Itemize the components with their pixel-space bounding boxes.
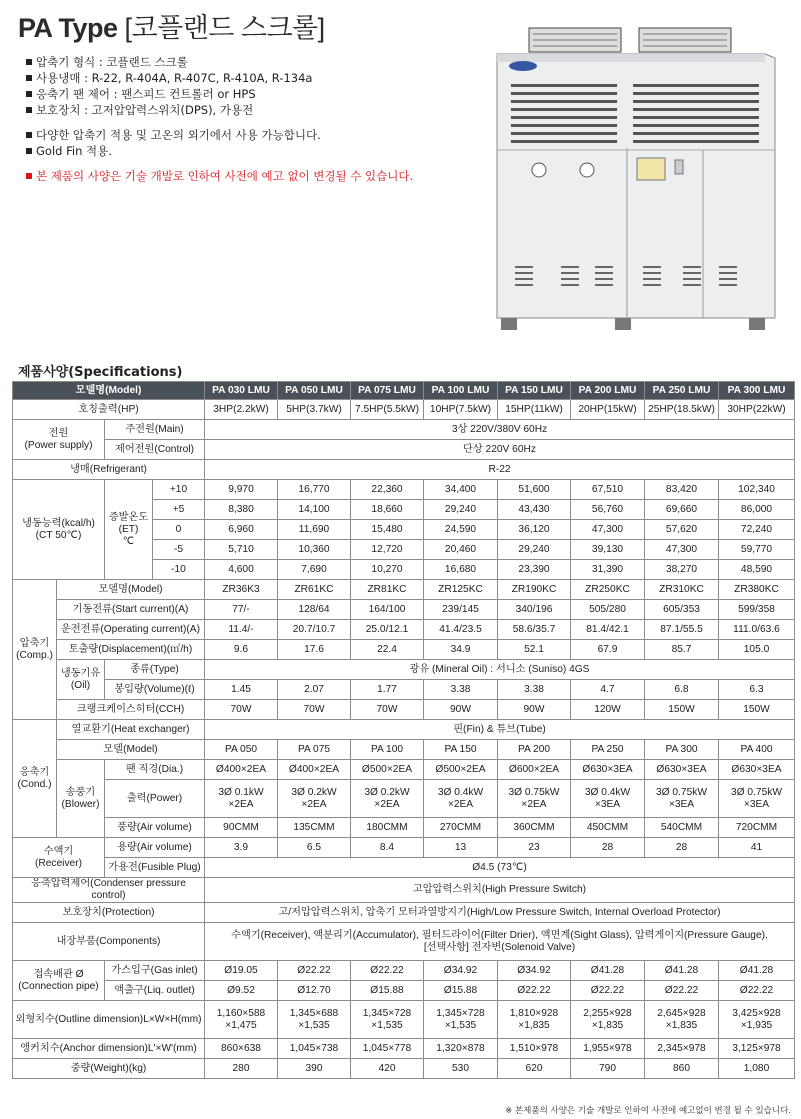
- table-cell: 15,480: [351, 520, 424, 540]
- table-cell: 고압압력스위치(High Pressure Switch): [205, 878, 795, 903]
- table-cell: 83,420: [645, 480, 719, 500]
- table-cell: 29,240: [424, 500, 498, 520]
- table-cell: 47,300: [571, 520, 645, 540]
- row-label: 제어전원(Control): [105, 440, 205, 460]
- table-cell: 72,240: [719, 520, 795, 540]
- table-row: [13, 700, 795, 720]
- row-label: 주전원(Main): [105, 420, 205, 440]
- model-header: PA 050 LMU: [278, 382, 351, 400]
- table-row: [13, 400, 795, 420]
- row-label: 호칭출력(HP): [13, 400, 205, 420]
- table-row: [13, 818, 795, 838]
- table-cell: 56,760: [571, 500, 645, 520]
- table-cell: Ø630×3EA: [645, 760, 719, 780]
- table-cell: 1,345×728 ×1,535: [351, 1001, 424, 1039]
- table-cell: Ø19.05: [205, 961, 278, 981]
- table-cell: 85.7: [645, 640, 719, 660]
- table-cell: PA 300: [645, 740, 719, 760]
- row-group: 수액기 (Receiver): [13, 838, 105, 878]
- table-row: [13, 760, 795, 780]
- table-cell: 38,270: [645, 560, 719, 580]
- table-cell: 7.5HP(5.5kW): [351, 400, 424, 420]
- table-cell: 720CMM: [719, 818, 795, 838]
- table-cell: 3Ø 0.75kW ×2EA: [498, 780, 571, 818]
- table-cell: Ø22.22: [278, 961, 351, 981]
- table-cell: 1,045×738: [278, 1039, 351, 1059]
- table-cell: 52.1: [498, 640, 571, 660]
- table-cell: PA 200: [498, 740, 571, 760]
- table-cell: 1,810×928 ×1,835: [498, 1001, 571, 1039]
- table-cell: 90CMM: [205, 818, 278, 838]
- table-cell: 111.0/63.6: [719, 620, 795, 640]
- table-cell: 4.7: [571, 680, 645, 700]
- row-label: +10: [153, 480, 205, 500]
- table-cell: Ø34.92: [424, 961, 498, 981]
- table-cell: 164/100: [351, 600, 424, 620]
- bullet-item: Gold Fin 적용.: [26, 143, 413, 159]
- table-cell: 6.8: [645, 680, 719, 700]
- table-cell: 3상 220V/380V 60Hz: [205, 420, 795, 440]
- table-row: [13, 600, 795, 620]
- table-cell: 1,160×588 ×1,475: [205, 1001, 278, 1039]
- table-row: [13, 838, 795, 858]
- table-cell: 25HP(18.5kW): [645, 400, 719, 420]
- table-cell: Ø41.28: [571, 961, 645, 981]
- footnote: ※ 본제품의 사양은 기술 개발로 인하여 사전에 예고없이 변경 될 수 있습니다.: [505, 1106, 791, 1116]
- table-cell: Ø22.22: [645, 981, 719, 1001]
- table-cell: 41: [719, 838, 795, 858]
- table-cell: 1,320×878: [424, 1039, 498, 1059]
- table-cell: 24,590: [424, 520, 498, 540]
- table-cell: 25.0/12.1: [351, 620, 424, 640]
- table-cell: 51,600: [498, 480, 571, 500]
- row-label: 액출구(Liq. outlet): [105, 981, 205, 1001]
- table-row: [13, 580, 795, 600]
- model-header: PA 030 LMU: [205, 382, 278, 400]
- table-cell: 69,660: [645, 500, 719, 520]
- table-cell: 505/280: [571, 600, 645, 620]
- table-cell: PA 100: [351, 740, 424, 760]
- table-cell: 280: [205, 1059, 278, 1079]
- table-cell: 8,380: [205, 500, 278, 520]
- table-cell: 34,400: [424, 480, 498, 500]
- table-row: [13, 1001, 795, 1039]
- table-row: [13, 460, 795, 480]
- table-cell: 20.7/10.7: [278, 620, 351, 640]
- table-cell: 6.3: [719, 680, 795, 700]
- table-row: [13, 1039, 795, 1059]
- row-label: -5: [153, 540, 205, 560]
- table-cell: ZR310KC: [645, 580, 719, 600]
- table-row: [13, 382, 795, 400]
- table-cell: 87.1/55.5: [645, 620, 719, 640]
- notice-text: 본 제품의 사양은 기술 개발로 인하여 사전에 예고 없이 변경될 수 있습니다.: [26, 168, 413, 184]
- row-label: 열교환기(Heat exchanger): [57, 720, 205, 740]
- table-cell: 4,600: [205, 560, 278, 580]
- table-cell: Ø22.22: [719, 981, 795, 1001]
- table-cell: 14,100: [278, 500, 351, 520]
- table-cell: Ø400×2EA: [278, 760, 351, 780]
- table-cell: 39,130: [571, 540, 645, 560]
- row-label: 운전전류(Operating current)(A): [57, 620, 205, 640]
- table-row: [13, 660, 795, 680]
- table-cell: 599/358: [719, 600, 795, 620]
- table-cell: 2,345×978: [645, 1039, 719, 1059]
- table-cell: Ø630×3EA: [719, 760, 795, 780]
- header-label: 모델명(Model): [13, 382, 205, 400]
- table-cell: 450CMM: [571, 818, 645, 838]
- table-cell: 128/64: [278, 600, 351, 620]
- table-row: [13, 440, 795, 460]
- table-cell: R-22: [205, 460, 795, 480]
- table-cell: PA 075: [278, 740, 351, 760]
- table-cell: 6,960: [205, 520, 278, 540]
- row-label: 앵커치수(Anchor dimension)L'×W'(mm): [13, 1039, 205, 1059]
- table-cell: 860: [645, 1059, 719, 1079]
- row-label: 크랭크케이스히터(CCH): [57, 700, 205, 720]
- table-cell: Ø34.92: [498, 961, 571, 981]
- row-subgroup: 송풍기 (Blower): [57, 760, 105, 838]
- row-label: 내장부품(Components): [13, 923, 205, 961]
- table-cell: 420: [351, 1059, 424, 1079]
- table-cell: 3.9: [205, 838, 278, 858]
- table-row: [13, 740, 795, 760]
- row-label: +5: [153, 500, 205, 520]
- table-cell: Ø600×2EA: [498, 760, 571, 780]
- table-cell: 9,970: [205, 480, 278, 500]
- table-cell: 70W: [205, 700, 278, 720]
- row-label: 용량(Air volume): [105, 838, 205, 858]
- table-cell: 23,390: [498, 560, 571, 580]
- table-cell: 90W: [498, 700, 571, 720]
- row-group: 접속배관 Ø (Connection pipe): [13, 961, 105, 1001]
- table-cell: 15HP(11kW): [498, 400, 571, 420]
- row-label: 보호장치(Protection): [13, 903, 205, 923]
- bullet-item: 사용냉매 : R-22, R-404A, R-407C, R-410A, R-134a: [26, 70, 413, 86]
- condensing-unit-image: [487, 18, 783, 338]
- table-cell: 70W: [278, 700, 351, 720]
- table-cell: 수액기(Receiver), 액분리기(Accumulator), 필터드라이어(Filter Drier), 액면계(Sight Glass), 압력게이지(Pressure Gauge). [선택사항] 전자변(Solenoid Valve): [205, 923, 795, 961]
- row-label: 모델명(Model): [57, 580, 205, 600]
- bullet-item: 다양한 압축기 적용 및 고온의 외기에서 사용 가능합니다.: [26, 127, 413, 143]
- table-cell: 3.38: [424, 680, 498, 700]
- table-cell: 540CMM: [645, 818, 719, 838]
- table-cell: 31,390: [571, 560, 645, 580]
- model-header: PA 100 LMU: [424, 382, 498, 400]
- table-cell: 3Ø 0.2kW ×2EA: [351, 780, 424, 818]
- row-label: 기동전류(Start current)(A): [57, 600, 205, 620]
- row-label: 응축압력제어(Condenser pressure control): [13, 878, 205, 903]
- table-cell: 860×638: [205, 1039, 278, 1059]
- table-cell: 3,425×928 ×1,935: [719, 1001, 795, 1039]
- table-cell: 86,000: [719, 500, 795, 520]
- table-cell: PA 400: [719, 740, 795, 760]
- table-cell: 1.45: [205, 680, 278, 700]
- table-cell: 11,690: [278, 520, 351, 540]
- table-row: [13, 780, 795, 818]
- table-cell: ZR81KC: [351, 580, 424, 600]
- table-cell: 단상 220V 60Hz: [205, 440, 795, 460]
- table-cell: Ø4.5 (73℃): [205, 858, 795, 878]
- table-cell: 11.4/-: [205, 620, 278, 640]
- table-cell: 23: [498, 838, 571, 858]
- row-label: 가용전(Fusible Plug): [105, 858, 205, 878]
- table-row: [13, 620, 795, 640]
- table-cell: 6.5: [278, 838, 351, 858]
- row-subgroup: 증발온도 (ET) ℃: [105, 480, 153, 580]
- row-label: 봉입량(Volume)(ℓ): [105, 680, 205, 700]
- row-label: 중량(Weight)(kg): [13, 1059, 205, 1079]
- table-cell: 3Ø 0.75kW ×3EA: [645, 780, 719, 818]
- spec-table: [12, 381, 795, 1079]
- table-cell: 30HP(22kW): [719, 400, 795, 420]
- table-cell: ZR125KC: [424, 580, 498, 600]
- table-cell: 2,645×928 ×1,835: [645, 1001, 719, 1039]
- table-cell: ZR61KC: [278, 580, 351, 600]
- table-cell: 17.6: [278, 640, 351, 660]
- table-cell: 180CMM: [351, 818, 424, 838]
- table-cell: 16,770: [278, 480, 351, 500]
- table-cell: 3Ø 0.2kW ×2EA: [278, 780, 351, 818]
- table-row: [13, 858, 795, 878]
- spec-section-title: 제품사양(Specifications): [18, 365, 183, 380]
- table-cell: 22.4: [351, 640, 424, 660]
- table-row: [13, 680, 795, 700]
- table-cell: Ø41.28: [719, 961, 795, 981]
- table-cell: Ø15.88: [424, 981, 498, 1001]
- table-cell: 9.6: [205, 640, 278, 660]
- table-cell: 28: [571, 838, 645, 858]
- row-subgroup: 냉동기유 (Oil): [57, 660, 105, 700]
- row-label: 토출량(Displacement)(㎥/h): [57, 640, 205, 660]
- table-cell: 3,125×978: [719, 1039, 795, 1059]
- table-cell: 48,590: [719, 560, 795, 580]
- table-cell: 150W: [719, 700, 795, 720]
- table-row: [13, 420, 795, 440]
- table-cell: 58.6/35.7: [498, 620, 571, 640]
- table-cell: 2,255×928 ×1,835: [571, 1001, 645, 1039]
- table-cell: 120W: [571, 700, 645, 720]
- model-header: PA 250 LMU: [645, 382, 719, 400]
- table-cell: 67.9: [571, 640, 645, 660]
- table-cell: ZR380KC: [719, 580, 795, 600]
- table-cell: 핀(Fin) & 튜브(Tube): [205, 720, 795, 740]
- table-cell: 135CMM: [278, 818, 351, 838]
- bullet-item: 압축기 형식 : 코플랜드 스크롤: [26, 54, 413, 70]
- row-group: 전원 (Power supply): [13, 420, 105, 460]
- feature-list: [26, 54, 413, 184]
- table-cell: 81.4/42.1: [571, 620, 645, 640]
- table-cell: Ø500×2EA: [424, 760, 498, 780]
- table-cell: 10,360: [278, 540, 351, 560]
- table-row: [13, 640, 795, 660]
- table-cell: 8.4: [351, 838, 424, 858]
- table-cell: 3HP(2.2kW): [205, 400, 278, 420]
- table-cell: 1,510×978: [498, 1039, 571, 1059]
- table-cell: 28: [645, 838, 719, 858]
- table-cell: 70W: [351, 700, 424, 720]
- table-cell: 620: [498, 1059, 571, 1079]
- table-cell: 77/-: [205, 600, 278, 620]
- table-cell: Ø400×2EA: [205, 760, 278, 780]
- model-header: PA 075 LMU: [351, 382, 424, 400]
- table-cell: 3.38: [498, 680, 571, 700]
- table-row: [13, 981, 795, 1001]
- bullet-item: 응축기 팬 제어 : 팬스피드 컨트롤러 or HPS: [26, 86, 413, 102]
- row-label: 냉매(Refrigerant): [13, 460, 205, 480]
- table-cell: PA 050: [205, 740, 278, 760]
- table-cell: 790: [571, 1059, 645, 1079]
- table-cell: 1,955×978: [571, 1039, 645, 1059]
- row-label: 종류(Type): [105, 660, 205, 680]
- table-cell: 12,720: [351, 540, 424, 560]
- table-cell: 3Ø 0.1kW ×2EA: [205, 780, 278, 818]
- row-label: 가스입구(Gas inlet): [105, 961, 205, 981]
- table-cell: Ø500×2EA: [351, 760, 424, 780]
- table-cell: 57,620: [645, 520, 719, 540]
- table-cell: 5,710: [205, 540, 278, 560]
- model-header: PA 150 LMU: [498, 382, 571, 400]
- row-label: 0: [153, 520, 205, 540]
- table-cell: 47,300: [645, 540, 719, 560]
- row-label: 외형치수(Outline dimension)L×W×H(mm): [13, 1001, 205, 1039]
- row-group: 응축기 (Cond.): [13, 720, 57, 838]
- table-cell: 36,120: [498, 520, 571, 540]
- table-cell: 67,510: [571, 480, 645, 500]
- row-group: 압축기 (Comp.): [13, 580, 57, 720]
- table-cell: 43,430: [498, 500, 571, 520]
- table-cell: 390: [278, 1059, 351, 1079]
- table-cell: PA 150: [424, 740, 498, 760]
- table-cell: 102,340: [719, 480, 795, 500]
- table-row: [13, 720, 795, 740]
- table-cell: 20,460: [424, 540, 498, 560]
- table-cell: 105.0: [719, 640, 795, 660]
- model-header: PA 200 LMU: [571, 382, 645, 400]
- table-cell: 1,345×728 ×1,535: [424, 1001, 498, 1039]
- table-row: [13, 923, 795, 961]
- table-cell: Ø9.52: [205, 981, 278, 1001]
- table-cell: 59,770: [719, 540, 795, 560]
- table-cell: 1,080: [719, 1059, 795, 1079]
- table-cell: 18,660: [351, 500, 424, 520]
- table-cell: 90W: [424, 700, 498, 720]
- row-label: 팬 직경(Dia.): [105, 760, 205, 780]
- row-label: -10: [153, 560, 205, 580]
- table-cell: 360CMM: [498, 818, 571, 838]
- table-cell: 239/145: [424, 600, 498, 620]
- table-cell: 270CMM: [424, 818, 498, 838]
- row-group: 냉동능력(kcal/h) (CT 50℃): [13, 480, 105, 580]
- table-cell: 605/353: [645, 600, 719, 620]
- table-row: [13, 878, 795, 903]
- table-cell: Ø22.22: [498, 981, 571, 1001]
- table-cell: 22,360: [351, 480, 424, 500]
- table-cell: Ø22.22: [571, 981, 645, 1001]
- table-cell: Ø22.22: [351, 961, 424, 981]
- table-row: [13, 480, 795, 500]
- row-label: 모델(Model): [57, 740, 205, 760]
- table-cell: 530: [424, 1059, 498, 1079]
- table-cell: 10HP(7.5kW): [424, 400, 498, 420]
- table-cell: 7,690: [278, 560, 351, 580]
- table-cell: 20HP(15kW): [571, 400, 645, 420]
- table-cell: ZR36K3: [205, 580, 278, 600]
- table-cell: 1.77: [351, 680, 424, 700]
- table-cell: 5HP(3.7kW): [278, 400, 351, 420]
- bullet-item: 보호장치 : 고저압압력스위치(DPS), 가용전: [26, 102, 413, 118]
- table-cell: 1,045×778: [351, 1039, 424, 1059]
- table-cell: Ø630×3EA: [571, 760, 645, 780]
- page-title: PA Type [코플랜드 스크롤]: [18, 13, 325, 43]
- table-row: [13, 903, 795, 923]
- table-cell: Ø12.70: [278, 981, 351, 1001]
- table-cell: ZR250KC: [571, 580, 645, 600]
- table-cell: 광유 (Mineral Oil) : 서니소 (Suniso) 4GS: [205, 660, 795, 680]
- table-row: [13, 1059, 795, 1079]
- table-cell: 34.9: [424, 640, 498, 660]
- table-cell: Ø15.88: [351, 981, 424, 1001]
- table-cell: 3Ø 0.4kW ×3EA: [571, 780, 645, 818]
- table-cell: 10,270: [351, 560, 424, 580]
- row-label: 출력(Power): [105, 780, 205, 818]
- table-cell: 150W: [645, 700, 719, 720]
- model-header: PA 300 LMU: [719, 382, 795, 400]
- table-cell: 29,240: [498, 540, 571, 560]
- table-cell: ZR190KC: [498, 580, 571, 600]
- table-cell: 16,680: [424, 560, 498, 580]
- table-cell: 2.07: [278, 680, 351, 700]
- table-cell: 41.4/23.5: [424, 620, 498, 640]
- table-cell: Ø41.28: [645, 961, 719, 981]
- table-cell: 고/저압압력스위치, 압축기 모터과열방지기(High/Low Pressure Switch, Internal Overload Protector): [205, 903, 795, 923]
- table-cell: 340/196: [498, 600, 571, 620]
- table-cell: 13: [424, 838, 498, 858]
- table-row: [13, 961, 795, 981]
- table-cell: 3Ø 0.4kW ×2EA: [424, 780, 498, 818]
- row-label: 풍량(Air volume): [105, 818, 205, 838]
- table-cell: 1,345×688 ×1,535: [278, 1001, 351, 1039]
- table-cell: PA 250: [571, 740, 645, 760]
- table-cell: 3Ø 0.75kW ×3EA: [719, 780, 795, 818]
